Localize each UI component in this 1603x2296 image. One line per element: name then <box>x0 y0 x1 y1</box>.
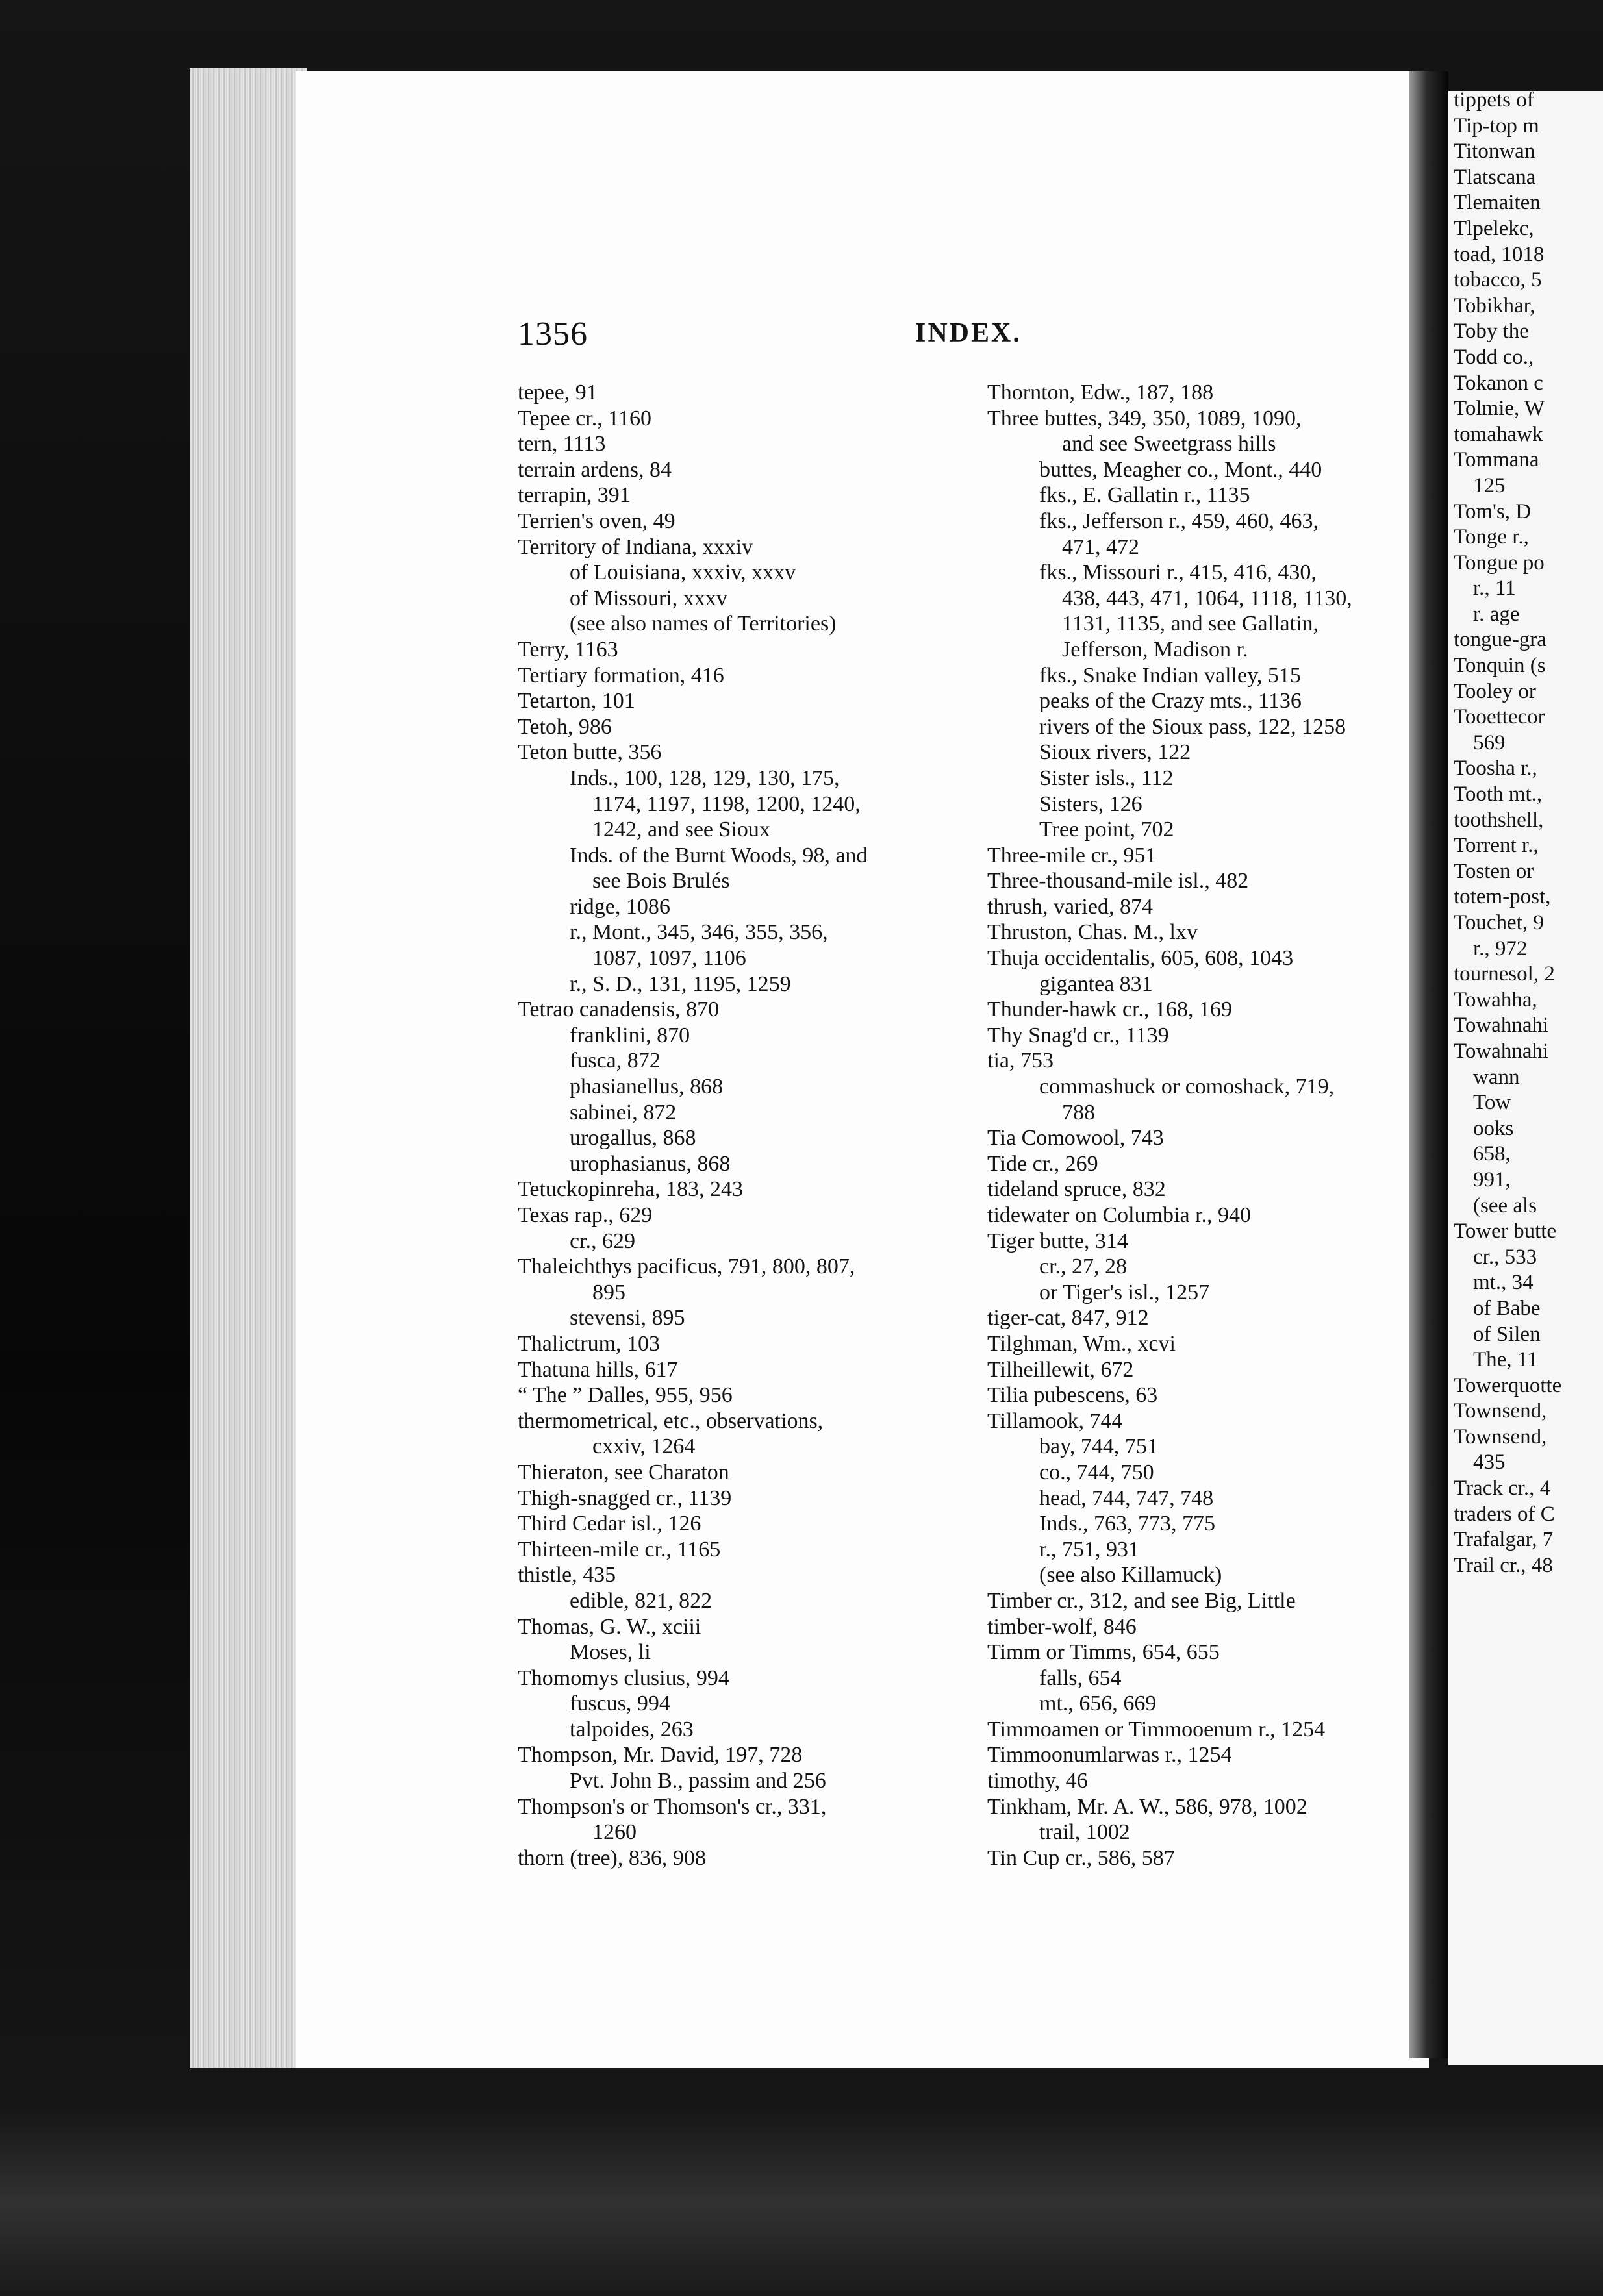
index-entry: Pvt. John B., passim and 256 <box>570 1769 826 1793</box>
index-entry: talpoides, 263 <box>570 1717 694 1741</box>
index-entry: see Bois Brulés <box>592 869 730 893</box>
index-entry: cr., 629 <box>570 1229 636 1253</box>
index-entry: Sisters, 126 <box>1039 792 1142 816</box>
index-entry: Thompson's or Thomson's cr., 331, <box>518 1794 827 1819</box>
index-entry: Thunder-hawk cr., 168, 169 <box>987 997 1233 1022</box>
index-entry: tobacco, 5 <box>1454 268 1542 292</box>
index-entry: Trafalgar, 7 <box>1454 1528 1554 1552</box>
index-entry: Thalictrum, 103 <box>518 1331 661 1356</box>
index-entry: fks., Jefferson r., 459, 460, 463, <box>1039 508 1319 533</box>
index-entry: Tlpelekc, <box>1454 216 1534 240</box>
index-entry: Thatuna hills, 617 <box>518 1357 678 1382</box>
index-entry: toothshell, <box>1454 808 1544 832</box>
index-entry: Tooley or <box>1454 679 1536 703</box>
index-entry: buttes, Meagher co., Mont., 440 <box>1039 457 1322 482</box>
index-entry: toad, 1018 <box>1454 242 1545 266</box>
index-column-left <box>518 380 946 1871</box>
index-entry: edible, 821, 822 <box>570 1588 713 1613</box>
index-entry: terrapin, 391 <box>518 483 631 508</box>
index-entry: phasianellus, 868 <box>570 1075 724 1099</box>
index-entry: and see Sweetgrass hills <box>1062 432 1276 456</box>
index-entry: Tilia pubescens, 63 <box>987 1383 1158 1408</box>
index-entry: fks., E. Gallatin r., 1135 <box>1039 483 1250 508</box>
index-entry: timber-wolf, 846 <box>987 1614 1137 1639</box>
scanner-glare <box>0 2110 1603 2296</box>
index-entry: 569 <box>1473 730 1506 755</box>
index-entry: Jefferson, Madison r. <box>1062 637 1248 662</box>
index-entry: tippets of <box>1454 91 1534 112</box>
index-entry: Timmoonumlarwas r., 1254 <box>987 1743 1232 1767</box>
index-entry: cxxiv, 1264 <box>592 1434 696 1459</box>
index-entry: Thruston, Chas. M., lxv <box>987 920 1198 945</box>
index-entry: Tree point, 702 <box>1039 817 1174 842</box>
index-entry: of Missouri, xxxv <box>570 586 727 610</box>
index-entry: 1087, 1097, 1106 <box>592 946 746 971</box>
index-entry: cr., 27, 28 <box>1039 1254 1128 1279</box>
index-entry: Timmoamen or Timmooenum r., 1254 <box>987 1717 1326 1741</box>
index-entry: Tiger butte, 314 <box>987 1229 1128 1253</box>
index-column-right <box>1454 91 1603 1578</box>
index-entry: 125 <box>1473 473 1506 497</box>
index-entry: Thirteen-mile cr., 1165 <box>518 1537 721 1562</box>
index-entry: or Tiger's isl., 1257 <box>1039 1280 1210 1304</box>
index-entry: Tooth mt., <box>1454 782 1543 806</box>
index-entry: tiger-cat, 847, 912 <box>987 1306 1149 1330</box>
index-entry: thermometrical, etc., observations, <box>518 1408 824 1433</box>
index-entry: Townsend, <box>1454 1425 1547 1449</box>
index-entry: Tin Cup cr., 586, 587 <box>987 1845 1175 1870</box>
index-entry: ridge, 1086 <box>570 894 670 919</box>
index-entry: Thomomys clusius, 994 <box>518 1666 729 1690</box>
index-entry: tideland spruce, 832 <box>987 1177 1166 1202</box>
index-entry: Tetoh, 986 <box>518 714 612 739</box>
index-entry: mt., 656, 669 <box>1039 1691 1157 1716</box>
index-entry: of Silen <box>1473 1322 1541 1346</box>
index-entry: Tip-top m <box>1454 114 1539 138</box>
index-entry: Toosha r., <box>1454 756 1537 780</box>
index-entry: Tilheillewit, 672 <box>987 1357 1134 1382</box>
index-entry: Tia Comowool, 743 <box>987 1126 1164 1151</box>
index-entry: Tower butte <box>1454 1219 1557 1243</box>
index-entry: Texas rap., 629 <box>518 1203 653 1227</box>
index-entry: Tokanon c <box>1454 371 1543 395</box>
index-entry: traders of C <box>1454 1502 1555 1526</box>
index-entry: Sister isls., 112 <box>1039 766 1174 790</box>
index-entry: fusca, 872 <box>570 1049 661 1073</box>
index-entry: Trail cr., 48 <box>1454 1553 1553 1577</box>
index-entry: tidewater on Columbia r., 940 <box>987 1203 1252 1227</box>
index-entry: Toby the <box>1454 319 1529 343</box>
index-entry: 471, 472 <box>1062 534 1139 559</box>
index-column-middle <box>987 380 1416 1871</box>
index-entry: Three-thousand-mile isl., 482 <box>987 869 1249 893</box>
index-entry: timothy, 46 <box>987 1769 1088 1793</box>
index-entry: (see also names of Territories) <box>570 612 837 636</box>
index-entry: Tillamook, 744 <box>987 1408 1123 1433</box>
index-entry: Tolmie, W <box>1454 397 1545 421</box>
index-entry: rivers of the Sioux pass, 122, 1258 <box>1039 714 1346 739</box>
index-entry: bay, 744, 751 <box>1039 1434 1158 1459</box>
index-entry: Touchet, 9 <box>1454 911 1544 934</box>
index-entry: 435 <box>1473 1451 1506 1475</box>
index-entry: Tertiary formation, 416 <box>518 663 724 688</box>
index-entry: wann <box>1473 1065 1520 1089</box>
index-entry: Thy Snag'd cr., 1139 <box>987 1023 1169 1047</box>
page-number: 1356 <box>518 316 588 353</box>
index-entry: Towahha, <box>1454 988 1537 1012</box>
index-entry: Thomas, G. W., xciii <box>518 1614 701 1639</box>
index-entry: mt., 34 <box>1473 1271 1534 1295</box>
index-entry: Tilghman, Wm., xcvi <box>987 1331 1176 1356</box>
index-entry: 788 <box>1062 1100 1095 1125</box>
running-head <box>518 315 1427 360</box>
index-entry: Tosten or <box>1454 859 1534 883</box>
index-entry: 1131, 1135, and see Gallatin, <box>1062 612 1319 636</box>
index-entry: Thieraton, see Charaton <box>518 1460 729 1484</box>
index-entry: Moses, li <box>570 1640 651 1665</box>
index-entry: fks., Missouri r., 415, 416, 430, <box>1039 560 1317 585</box>
index-entry: Inds. of the Burnt Woods, 98, and <box>570 843 868 867</box>
index-entry: franklini, 870 <box>570 1023 690 1047</box>
index-entry: Tooettecor <box>1454 705 1545 729</box>
index-entry: Todd co., <box>1454 345 1534 369</box>
index-entry: 991, <box>1473 1167 1511 1192</box>
index-entry: thistle, 435 <box>518 1563 616 1588</box>
index-entry: 1260 <box>592 1820 637 1845</box>
index-entry: head, 744, 747, 748 <box>1039 1486 1214 1510</box>
index-entry: Tlemaiten <box>1454 191 1541 215</box>
index-entry: stevensi, 895 <box>570 1306 685 1330</box>
index-entry: r., 751, 931 <box>1039 1537 1139 1562</box>
index-entry: Timm or Timms, 654, 655 <box>987 1640 1220 1665</box>
index-entry: Thompson, Mr. David, 197, 728 <box>518 1743 803 1767</box>
index-entry: r. age <box>1473 602 1520 626</box>
index-entry: 658, <box>1473 1142 1511 1166</box>
index-entry: Tobikhar, <box>1454 293 1535 318</box>
index-entry: falls, 654 <box>1039 1666 1122 1690</box>
index-entry: r., 11 <box>1473 577 1516 601</box>
index-entry: Torrent r., <box>1454 834 1539 858</box>
index-entry: co., 744, 750 <box>1039 1460 1154 1484</box>
index-entry: tomahawk <box>1454 422 1543 446</box>
index-entry: Tom's, D <box>1454 499 1532 523</box>
index-entry: Tepee cr., 1160 <box>518 406 651 430</box>
index-entry: tia, 753 <box>987 1049 1054 1073</box>
index-entry: Tetarton, 101 <box>518 689 635 714</box>
index-entry: Tetuckopinreha, 183, 243 <box>518 1177 743 1202</box>
index-entry: Terry, 1163 <box>518 637 618 662</box>
index-entry: Townsend, <box>1454 1399 1547 1423</box>
index-entry: urogallus, 868 <box>570 1126 696 1151</box>
index-entry: Three buttes, 349, 350, 1089, 1090, <box>987 406 1302 430</box>
index-entry: r., Mont., 345, 346, 355, 356, <box>570 920 828 945</box>
index-entry: trail, 1002 <box>1039 1820 1130 1845</box>
index-entry: Teton butte, 356 <box>518 740 662 765</box>
index-entry: ooks <box>1473 1116 1514 1140</box>
index-entry: The, 11 <box>1473 1348 1538 1372</box>
index-entry: tongue-gra <box>1454 628 1546 652</box>
page-edge-stack <box>190 68 307 2068</box>
index-entry: urophasianus, 868 <box>570 1151 731 1176</box>
index-entry: terrain ardens, 84 <box>518 457 672 482</box>
index-entry: 1174, 1197, 1198, 1200, 1240, <box>592 792 861 816</box>
index-entry: fuscus, 994 <box>570 1691 670 1716</box>
index-entry: thorn (tree), 836, 908 <box>518 1845 706 1870</box>
index-entry: Tlatscana <box>1454 165 1536 189</box>
index-entry: thrush, varied, 874 <box>987 894 1153 919</box>
index-entry: gigantea 831 <box>1039 971 1153 996</box>
index-entry: Thigh-snagged cr., 1139 <box>518 1486 732 1510</box>
index-entry: Towerquotte <box>1454 1373 1562 1397</box>
index-entry: Tow <box>1473 1091 1511 1115</box>
index-entry: Titonwan <box>1454 140 1535 164</box>
index-entry: Tide cr., 269 <box>987 1151 1098 1176</box>
index-entry: r., S. D., 131, 1195, 1259 <box>570 971 791 996</box>
index-entry: Tinkham, Mr. A. W., 586, 978, 1002 <box>987 1794 1307 1819</box>
index-entry: Thuja occidentalis, 605, 608, 1043 <box>987 946 1294 971</box>
facing-page <box>1448 91 1603 2065</box>
index-entry: 895 <box>592 1280 625 1304</box>
index-entry: cr., 533 <box>1473 1245 1537 1269</box>
index-entry: (see also Killamuck) <box>1039 1563 1222 1588</box>
index-entry: Tetrao canadensis, 870 <box>518 997 720 1022</box>
index-entry: tern, 1113 <box>518 432 606 456</box>
index-entry: r., 972 <box>1473 936 1528 960</box>
index-entry: Towahnahi <box>1454 1014 1549 1038</box>
index-entry: Territory of Indiana, xxxiv <box>518 534 753 559</box>
index-entry: Timber cr., 312, and see Big, Little <box>987 1588 1296 1613</box>
index-entry: Sioux rivers, 122 <box>1039 740 1191 765</box>
index-entry: Three-mile cr., 951 <box>987 843 1157 867</box>
index-entry: 438, 443, 471, 1064, 1118, 1130, <box>1062 586 1352 610</box>
index-entry: Inds., 763, 773, 775 <box>1039 1512 1216 1536</box>
index-entry: Third Cedar isl., 126 <box>518 1512 701 1536</box>
index-entry: tournesol, 2 <box>1454 962 1555 986</box>
index-entry: “ The ” Dalles, 955, 956 <box>518 1383 733 1408</box>
index-entry: Track cr., 4 <box>1454 1477 1551 1501</box>
index-entry: Tongue po <box>1454 551 1545 575</box>
index-entry: peaks of the Crazy mts., 1136 <box>1039 689 1302 714</box>
index-entry: Thaleichthys pacificus, 791, 800, 807, <box>518 1254 855 1279</box>
index-entry: of Louisiana, xxxiv, xxxv <box>570 560 796 585</box>
index-entry: commashuck or comoshack, 719, <box>1039 1075 1335 1099</box>
index-entry: Tonge r., <box>1454 525 1529 549</box>
index-entry: (see als <box>1473 1193 1537 1217</box>
page-title: INDEX. <box>915 318 1022 348</box>
index-entry: Tonquin (s <box>1454 654 1546 678</box>
index-entry: Terrien's oven, 49 <box>518 508 675 533</box>
index-entry: of Babe <box>1473 1296 1541 1320</box>
index-entry: Tommana <box>1454 448 1539 472</box>
index-entry: sabinei, 872 <box>570 1100 677 1125</box>
index-entry: Towahnahi <box>1454 1039 1549 1063</box>
index-entry: 1242, and see Sioux <box>592 817 770 842</box>
index-entry: Thornton, Edw., 187, 188 <box>987 381 1214 405</box>
index-entry: Inds., 100, 128, 129, 130, 175, <box>570 766 840 790</box>
index-entry: tepee, 91 <box>518 381 598 405</box>
index-entry: fks., Snake Indian valley, 515 <box>1039 663 1301 688</box>
index-entry: totem-post, <box>1454 885 1551 909</box>
